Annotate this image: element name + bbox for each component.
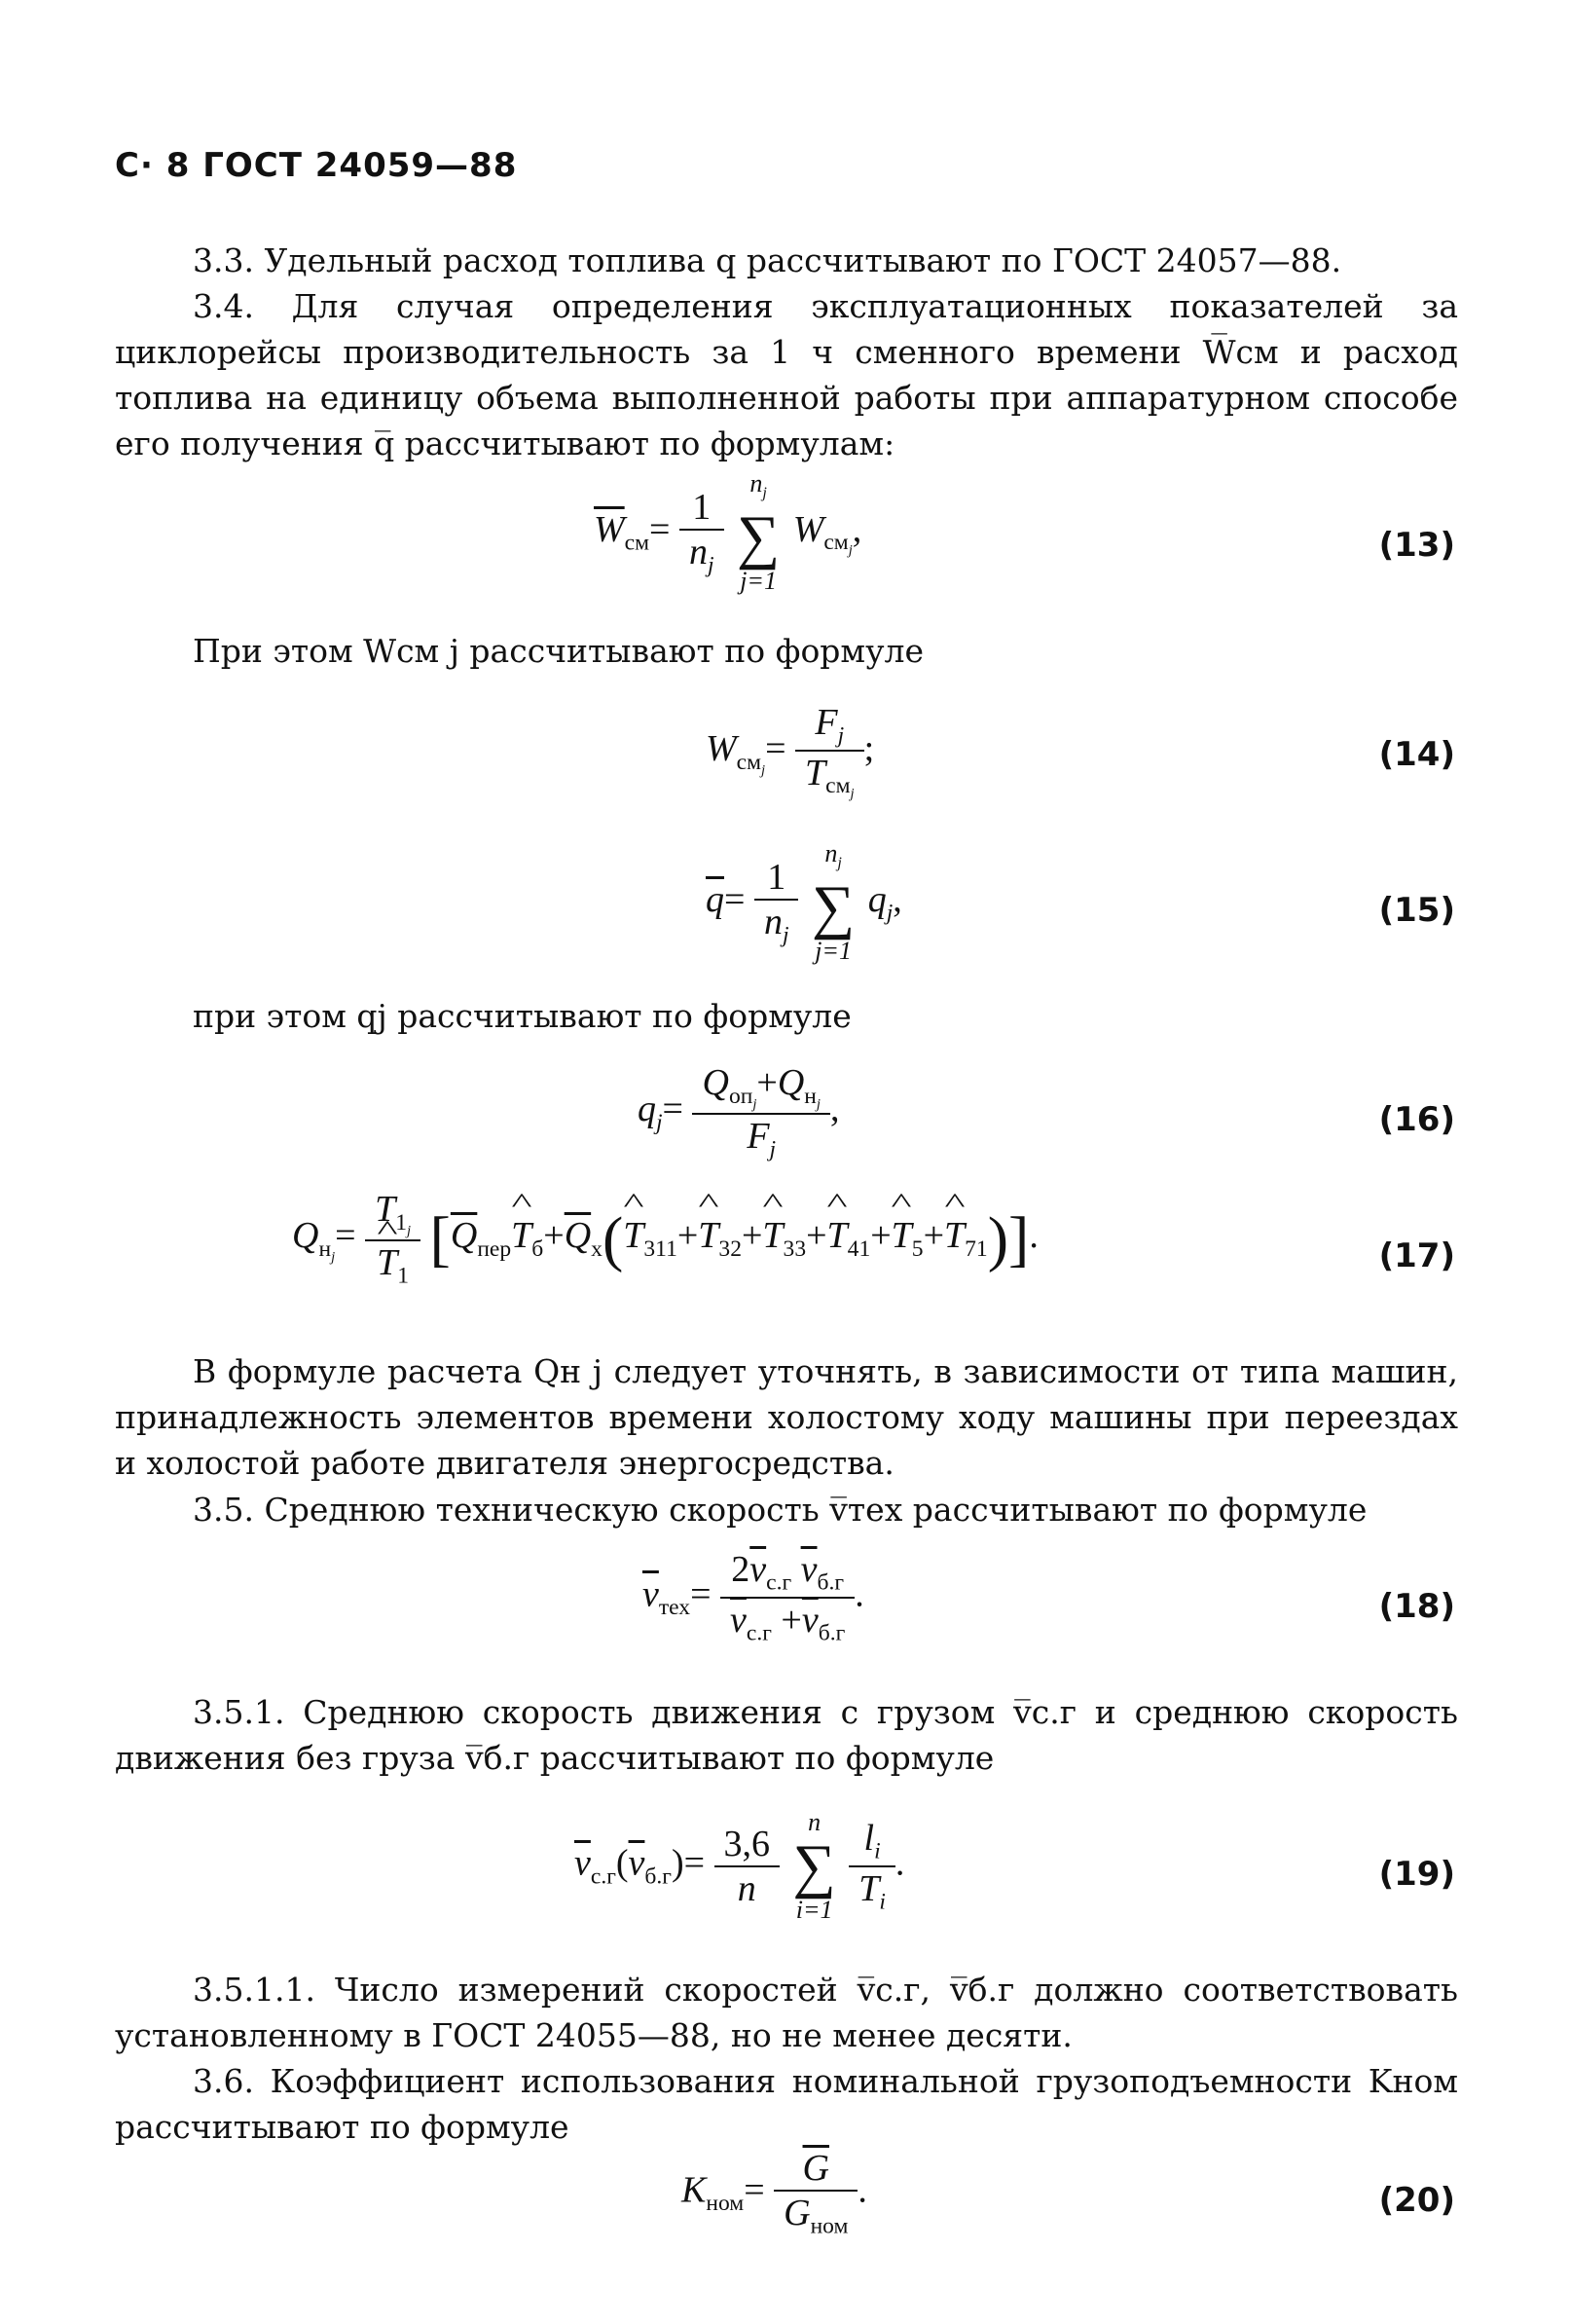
formula-18: $\overline{v}_{тех}=$ $\frac{2\overline{v}_{с.г} \overline{v}_{б.г}}{\overline{v}_{с.г} +\overline{v}_{б.г}}$ . <box>642 1549 864 1646</box>
paragraph-3-3 <box>115 238 1458 283</box>
paragraph-qj: при этом qj рассчитывают по формуле <box>193 997 852 1035</box>
eq-number-18: (18) <box>1378 1587 1455 1626</box>
paragraph-3-6: 3.6. Коэффициент использования номинальной грузоподъемности Kном рассчитывают по формуле <box>115 2062 1458 2146</box>
eq-number-19: (19) <box>1378 1855 1455 1894</box>
paragraph-3-5: 3.5. Среднюю техническую скорость v̅тех рассчитывают по формуле <box>193 1491 1368 1529</box>
formula-13: $\overline{W}_{см}=$ $\frac{1}{n_j}$ $n_j$ ∑ j=1 $W_{см_j}$, <box>594 469 862 596</box>
formula-17: $Q_{н_j}=$ $T_{1_j}$ ^ $T_1$ [$\overline{Q}_{пер}\^{}$ $T_б+\overline{Q}_х(\^{}$ $T_{311}+\^{}$ $T_{32}+\^{}$ $T_{33}+\^{}$ $T_{41}+\^{}$ $T_5+\^{}$ $T_{71}$)]. <box>292 1188 1039 1290</box>
paragraph-3-5-1-1: 3.5.1.1. Число измерений скоростей v̅с.г, v̅б.г должно соответствовать установленному в ГОСТ 24055—88, но не менее десяти. <box>115 1971 1458 2054</box>
eq-number-13: (13) <box>1378 526 1455 565</box>
eq-number-20: (20) <box>1378 2181 1455 2220</box>
formula-16: $q_j=$ $\frac{Q_{оп_j}+Q_{н_j}}{F_j}$ , <box>638 1062 840 1162</box>
formula-19: $\overline{v}_{с.г}(\overline{v}_{б.г})=$ $\frac{3,6}{n}$ n ∑ i=1 $\frac{l_i}{T_i}$ . <box>574 1808 905 1924</box>
eq-number-14: (14) <box>1378 735 1455 774</box>
eq-number-17: (17) <box>1378 1236 1455 1275</box>
paragraph-3-4-text: 3.4. Для случая определения эксплуатационных показателей за циклорейсы производительность за 1 ч сменного времени W̅см и расход топлива на единицу объема выполненной работы при аппаратурном способе его получения q̅ рассчитывают по формулам: <box>115 287 1458 462</box>
paragraph-3-3-text: 3.3. Удельный расход топлива q рассчитывают по ГОСТ 24057—88. <box>193 241 1342 279</box>
eq-number-15: (15) <box>1378 891 1455 930</box>
paragraph-3-5-1: 3.5.1. Среднюю скорость движения с грузом v̅с.г и среднюю скорость движения без груза v̅б.г рассчитывают по формуле <box>115 1693 1458 1777</box>
page-header: С· 8 ГОСТ 24059—88 <box>115 146 518 185</box>
eq-number-16: (16) <box>1378 1100 1455 1139</box>
paragraph-wcm: При этом Wсм j рассчитывают по формуле <box>193 632 925 670</box>
formula-15: $\overline{q}=$ $\frac{1}{n_j}$ $n_j$ ∑ j=1 $q_j$, <box>706 839 902 966</box>
paragraph-3-4 <box>115 283 1458 466</box>
formula-20: $K_{ном}=$ $\frac{\overline{G}}{G_{ном}}$ . <box>681 2148 867 2239</box>
paragraph-qh-note: В формуле расчета Qн j следует уточнять, в зависимости от типа машин, принадлежность элементов времени холостому ходу машины при переездах и холостой работе двигателя энергосредства. <box>115 1352 1458 1482</box>
formula-14: $W_{см_j}=$ $\frac{F_j}{T_{см_j}}$ ; <box>706 702 875 802</box>
